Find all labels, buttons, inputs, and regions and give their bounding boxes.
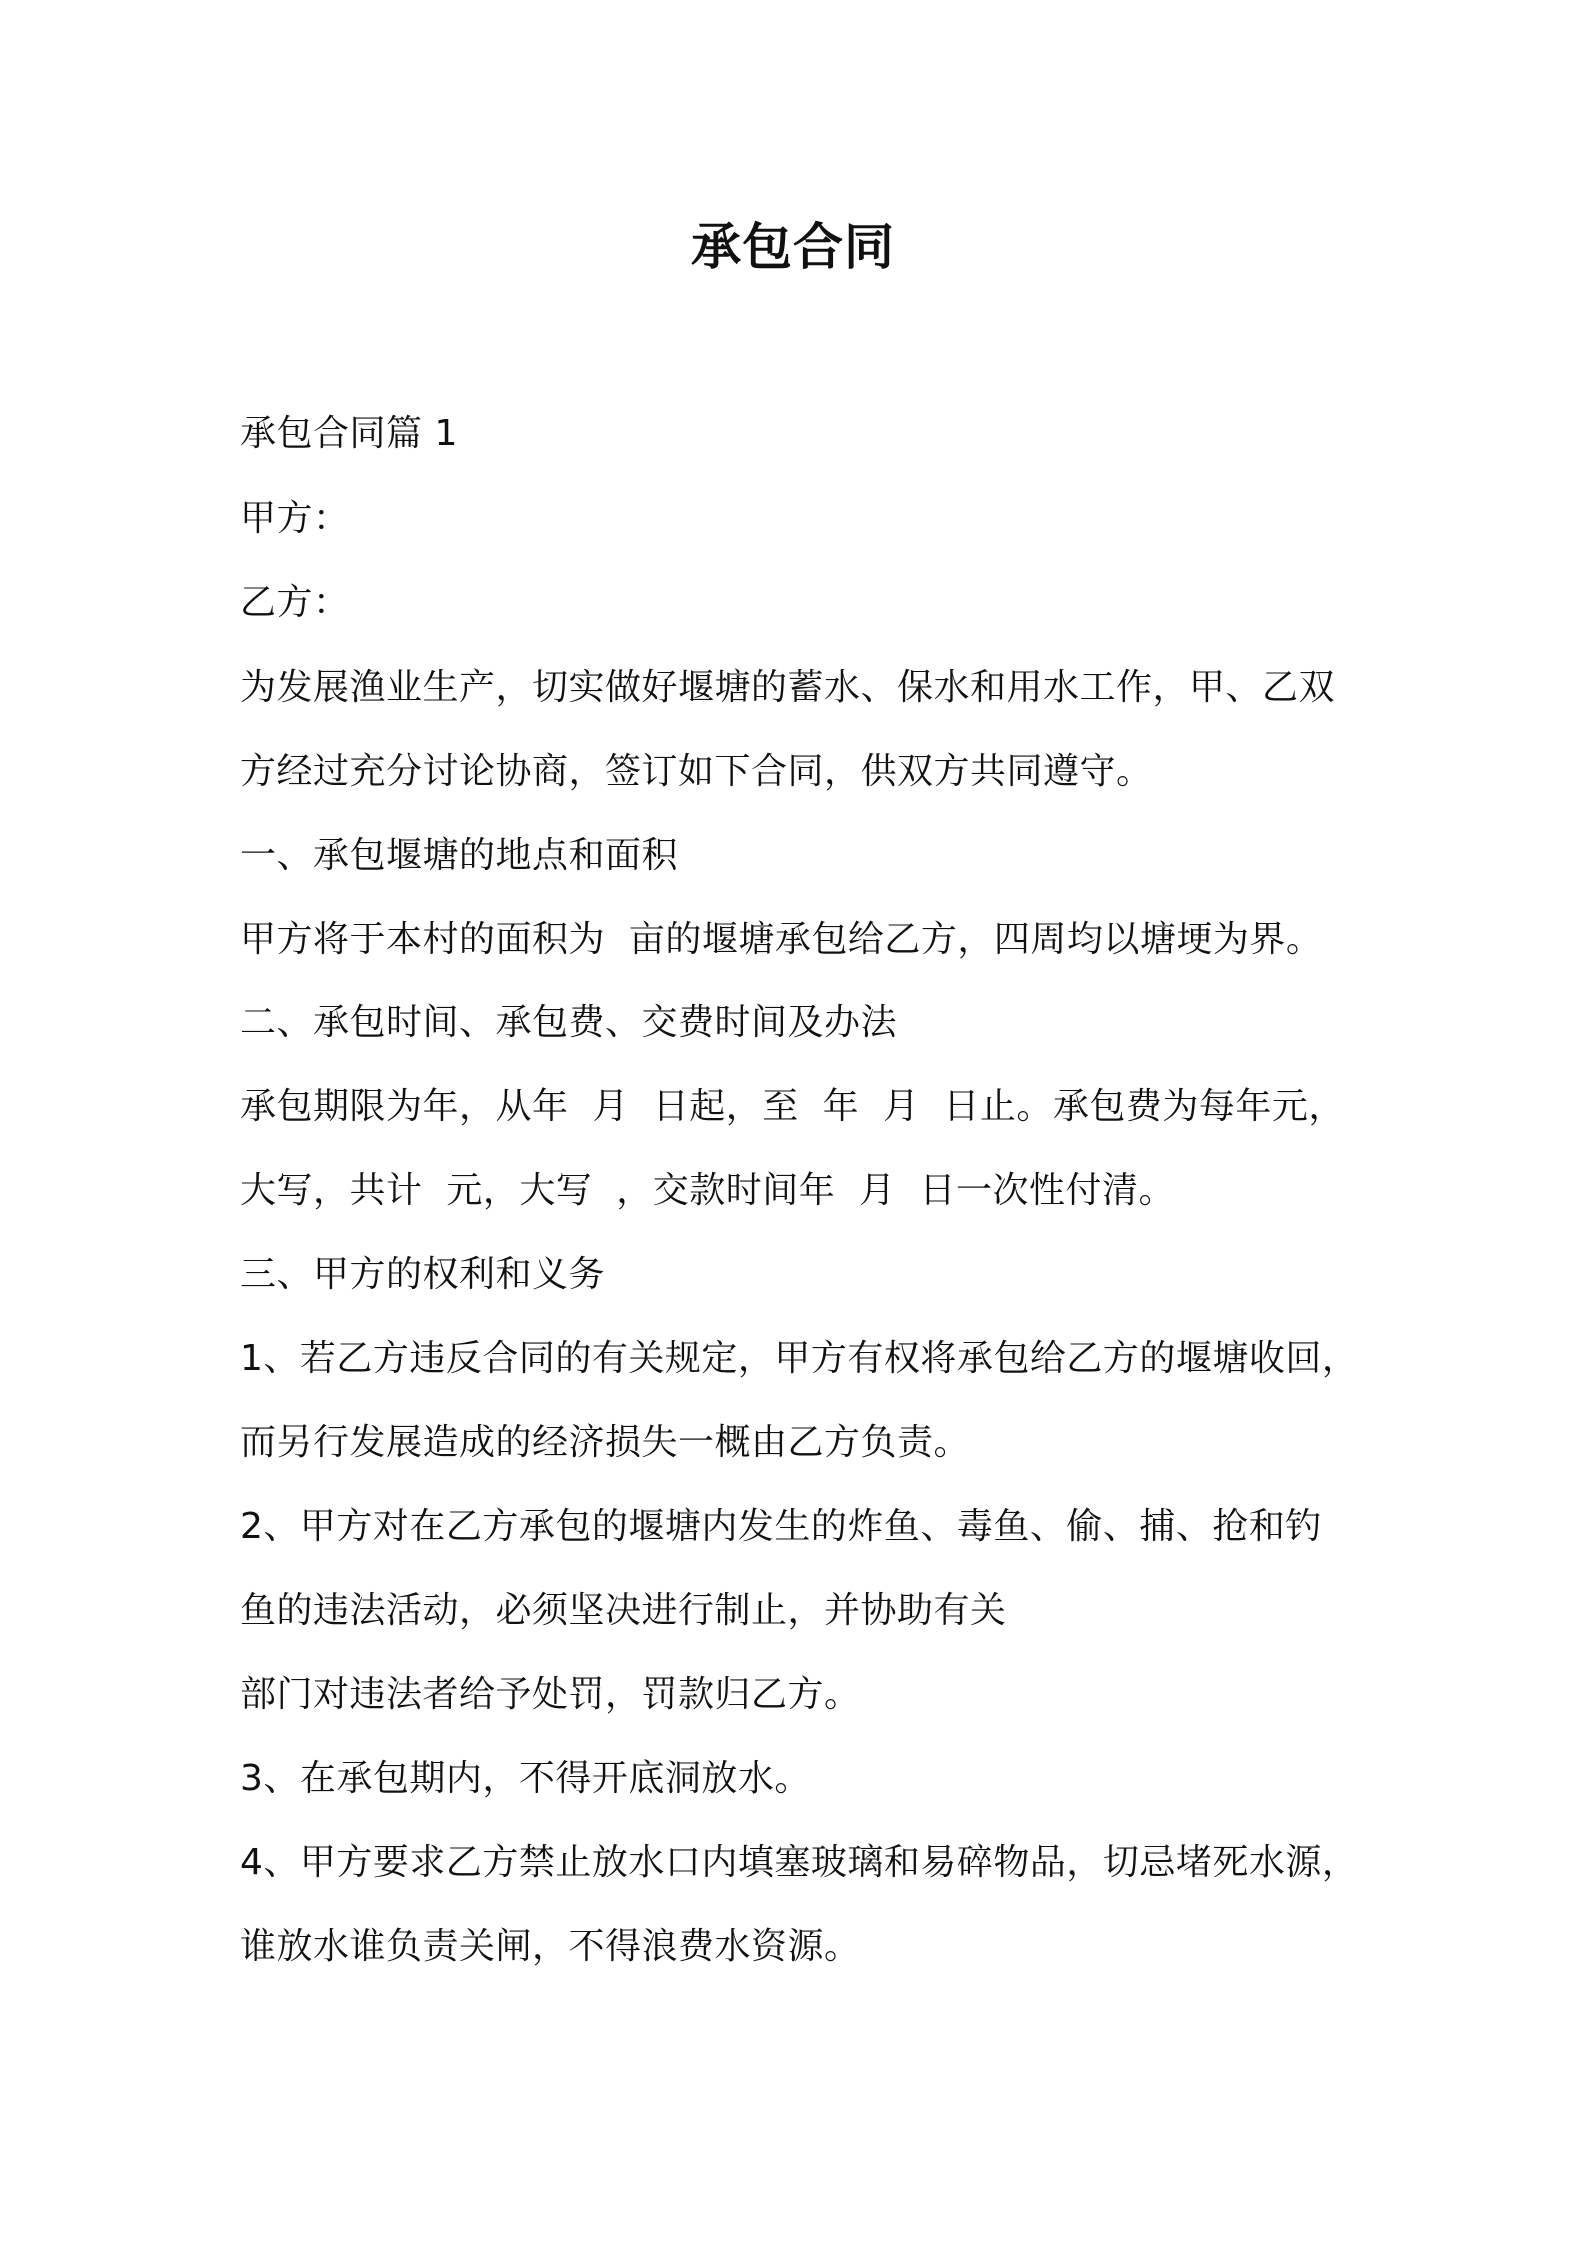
party-b-label: 乙方： — [240, 582, 350, 623]
paragraph-line: 而另行发展造成的经济损失一概由乙方负责。 — [240, 1422, 971, 1463]
clause-heading: 三、甲方的权利和义务 — [240, 1254, 606, 1295]
clause-heading: 二、承包时间、承包费、交费时间及办法 — [240, 1002, 898, 1043]
paragraph-line: 甲方将于本村的面积为 亩的堰塘承包给乙方，四周均以塘埂为界。 — [240, 919, 1323, 960]
paragraph-line: 3、在承包期内，不得开底洞放水。 — [240, 1758, 811, 1799]
paragraph-line: 1、若乙方违反合同的有关规定，甲方有权将承包给乙方的堰塘收回， — [240, 1338, 1359, 1379]
paragraph-line: 部门对违法者给予处罚，罚款归乙方。 — [240, 1674, 861, 1715]
clause-heading: 一、承包堰塘的地点和面积 — [240, 835, 679, 876]
paragraph-line: 方经过充分讨论协商，签订如下合同，供双方共同遵守。 — [240, 751, 1153, 792]
document-title: 承包合同 — [691, 218, 895, 276]
section-heading: 承包合同篇 1 — [240, 413, 458, 454]
paragraph-line: 大写，共计 元，大写 ，交款时间年 月 日一次性付清。 — [240, 1170, 1176, 1211]
paragraph-line: 鱼的违法活动，必须坚决进行制止，并协助有关 — [240, 1590, 1007, 1631]
paragraph-line: 4、甲方要求乙方禁止放水口内填塞玻璃和易碎物品，切忌堵死水源， — [240, 1842, 1359, 1883]
paragraph-line: 承包期限为年，从年 月 日起，至 年 月 日止。承包费为每年元， — [240, 1086, 1345, 1127]
party-a-label: 甲方： — [240, 498, 350, 539]
paragraph-line: 2、甲方对在乙方承包的堰塘内发生的炸鱼、毒鱼、偷、捕、抢和钓 — [240, 1506, 1322, 1547]
paragraph-line: 为发展渔业生产，切实做好堰塘的蓄水、保水和用水工作，甲、乙双 — [240, 667, 1336, 708]
paragraph-line: 谁放水谁负责关闸，不得浪费水资源。 — [240, 1926, 861, 1967]
